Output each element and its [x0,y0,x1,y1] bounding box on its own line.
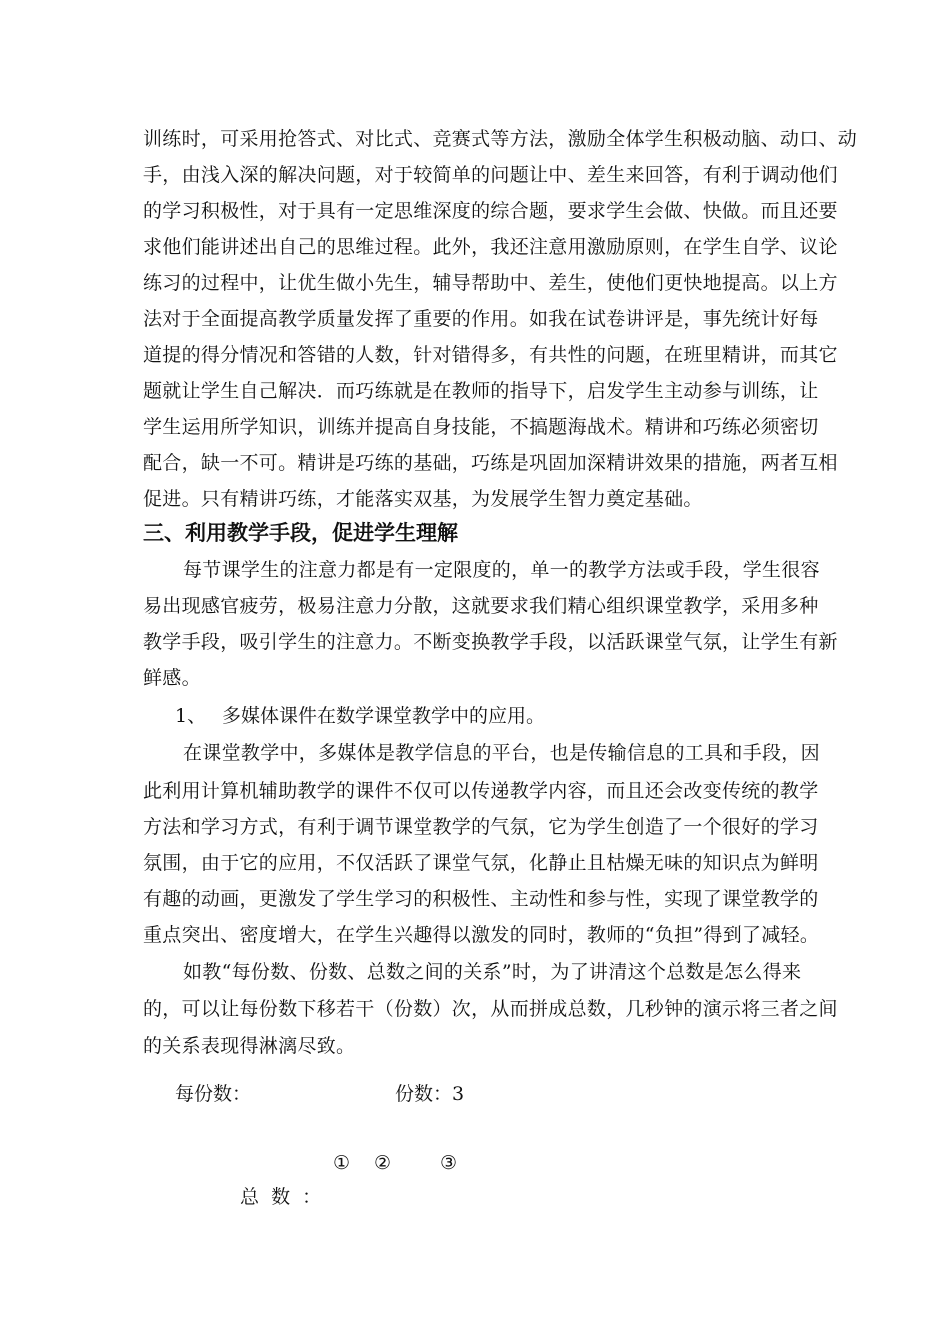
text-line: 的关系表现得淋漓尽致。 [143,1035,356,1057]
text-line: 如教“每份数、份数、总数之间的关系”时，为了讲清这个总数是怎么得来 [183,961,802,983]
shares-label: 份数：3 [395,1083,465,1105]
text-line: 易出现感官疲劳，极易注意力分散，这就要求我们精心组织课堂教学，采用多种 [143,595,819,617]
text-line: 手，由浅入深的解决问题，对于较简单的问题让中、差生来回答，有利于调动他们 [143,164,838,186]
text-line: 氛围，由于它的应用，不仅活跃了课堂气氛，化静止且枯燥无味的知识点为鲜明 [143,852,819,874]
text-line: 在课堂教学中，多媒体是教学信息的平台，也是传输信息的工具和手段，因 [183,742,820,764]
list-item-1 [175,704,545,728]
total-label: 总 数 ： [240,1186,322,1208]
text-line: 题就让学生自己解决．而巧练就是在教师的指导下，启发学生主动参与训练，让 [143,380,819,402]
text-line: 练习的过程中，让优生做小先生，辅导帮助中、差生，使他们更快地提高。以上方 [143,272,838,294]
text-line: 的，可以让每份数下移若干（份数）次，从而拼成总数，几秒钟的演示将三者之间 [143,998,838,1020]
text-line: 重点突出、密度增大，在学生兴趣得以激发的同时，教师的“负担”得到了减轻。 [143,924,820,946]
text-line: 的学习积极性，对于具有一定思维深度的综合题，要求学生会做、快做。而且还要 [143,200,838,222]
circled-number-3: ③ [440,1152,458,1174]
section-heading: 三、利用教学手段，促进学生理解 [143,521,458,545]
text-line: 求他们能讲述出自己的思维过程。此外，我还注意用激励原则，在学生自学、议论 [143,236,838,258]
list-number: 1、 [175,705,207,727]
text-line: 此利用计算机辅助教学的课件不仅可以传递教学内容，而且还会改变传统的教学 [143,780,819,802]
text-line: 配合，缺一不可。精讲是巧练的基础，巧练是巩固加深精讲效果的措施，两者互相 [143,452,838,474]
text-line: 方法和学习方式，有利于调节课堂教学的气氛，它为学生创造了一个很好的学习 [143,816,819,838]
text-line: 训练时，可采用抢答式、对比式、竞赛式等方法，激励全体学生积极动脑、动口、动 [143,128,858,150]
text-line: 鲜感。 [143,667,201,689]
circled-number-1: ① [333,1152,351,1174]
text-line: 有趣的动画，更激发了学生学习的积极性、主动性和参与性，实现了课堂教学的 [143,888,819,910]
text-line: 法对于全面提高教学质量发挥了重要的作用。如我在试卷讲评是，事先统计好每 [143,308,819,330]
list-text: 多媒体课件在数学课堂教学中的应用。 [222,705,546,727]
text-line: 道提的得分情况和答错的人数，针对错得多，有共性的问题，在班里精讲，而其它 [143,344,838,366]
text-line: 教学手段，吸引学生的注意力。不断变换教学手段，以活跃课堂气氛，让学生有新 [143,631,838,653]
text-line: 学生运用所学知识，训练并提高自身技能，不搞题海战术。精讲和巧练必须密切 [143,416,819,438]
per-share-label: 每份数： [175,1083,252,1105]
text-line: 促进。只有精讲巧练，才能落实双基，为发展学生智力奠定基础。 [143,488,703,510]
text-line: 每节课学生的注意力都是有一定限度的，单一的教学方法或手段，学生很容 [183,559,820,581]
circled-number-2: ② [374,1152,392,1174]
